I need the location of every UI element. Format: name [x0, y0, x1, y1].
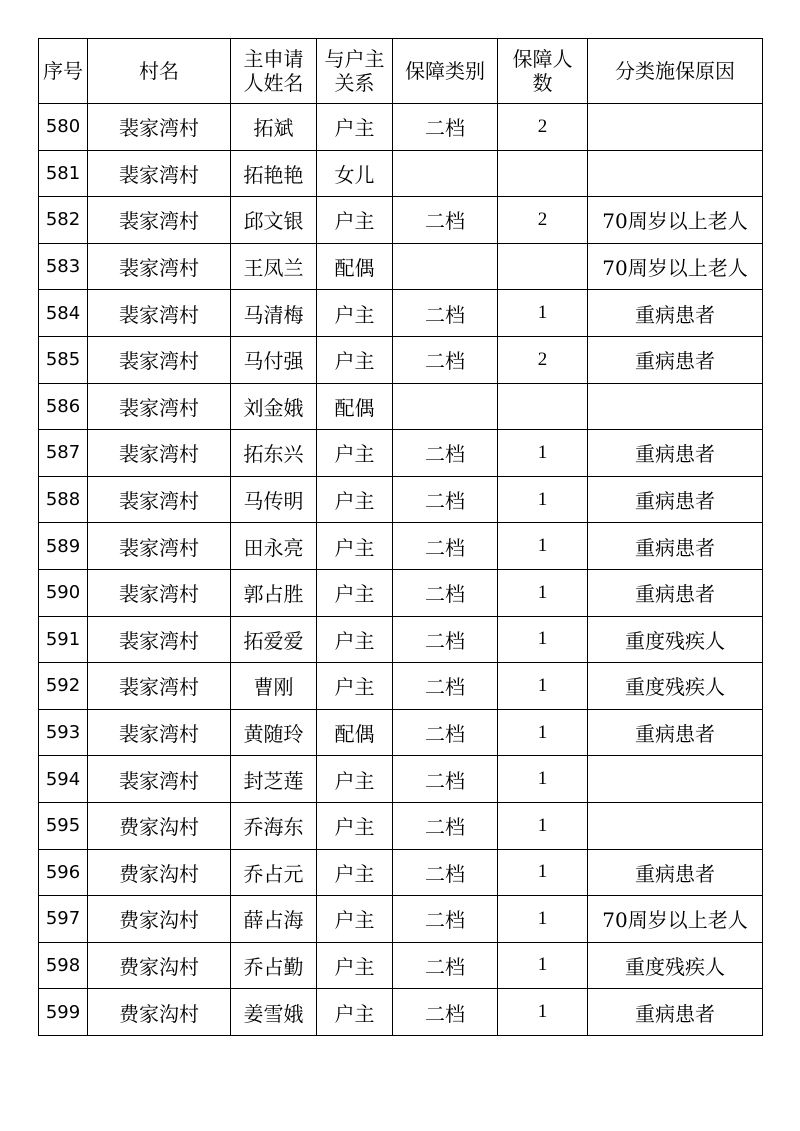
cell-reason	[588, 104, 763, 151]
header-count-line2: 数	[532, 71, 553, 95]
cell-category: 二档	[393, 756, 498, 803]
cell-relation: 户主	[317, 336, 393, 383]
cell-seq: 591	[39, 616, 88, 663]
cell-seq: 584	[39, 290, 88, 337]
cell-relation: 户主	[317, 896, 393, 943]
cell-relation: 户主	[317, 430, 393, 477]
header-applicant	[231, 39, 317, 104]
cell-relation: 配偶	[317, 243, 393, 290]
cell-reason: 70周岁以上老人	[588, 197, 763, 244]
cell-village: 裴家湾村	[88, 756, 231, 803]
header-count	[498, 39, 588, 104]
cell-seq: 588	[39, 476, 88, 523]
cell-reason	[588, 150, 763, 197]
cell-relation: 户主	[317, 104, 393, 151]
cell-count: 1	[498, 430, 588, 477]
cell-category: 二档	[393, 663, 498, 710]
cell-reason: 70周岁以上老人	[588, 896, 763, 943]
cell-count	[498, 243, 588, 290]
cell-category: 二档	[393, 197, 498, 244]
cell-relation: 配偶	[317, 383, 393, 430]
cell-village: 裴家湾村	[88, 663, 231, 710]
table-row	[39, 849, 763, 896]
cell-applicant-name: 拓爱爱	[231, 616, 317, 663]
cell-count: 2	[498, 336, 588, 383]
cell-village: 裴家湾村	[88, 569, 231, 616]
table-row	[39, 942, 763, 989]
header-count-line1: 保障人	[512, 47, 573, 71]
cell-seq: 582	[39, 197, 88, 244]
header-relation-line1: 与户主	[324, 47, 385, 71]
cell-applicant-name: 郭占胜	[231, 569, 317, 616]
cell-reason: 重度残疾人	[588, 663, 763, 710]
cell-category: 二档	[393, 430, 498, 477]
cell-seq: 587	[39, 430, 88, 477]
cell-applicant-name: 姜雪娥	[231, 989, 317, 1036]
cell-reason: 重病患者	[588, 523, 763, 570]
cell-village: 裴家湾村	[88, 243, 231, 290]
cell-reason: 重病患者	[588, 290, 763, 337]
cell-seq: 599	[39, 989, 88, 1036]
cell-category: 二档	[393, 709, 498, 756]
cell-category: 二档	[393, 523, 498, 570]
header-village: 村名	[88, 39, 231, 104]
cell-applicant-name: 马清梅	[231, 290, 317, 337]
cell-relation: 女儿	[317, 150, 393, 197]
cell-count: 1	[498, 849, 588, 896]
cell-village: 费家沟村	[88, 896, 231, 943]
assistance-table	[38, 38, 763, 1036]
cell-category: 二档	[393, 942, 498, 989]
cell-reason: 重度残疾人	[588, 942, 763, 989]
cell-applicant-name: 拓艳艳	[231, 150, 317, 197]
cell-reason: 70周岁以上老人	[588, 243, 763, 290]
table-row	[39, 476, 763, 523]
cell-seq: 589	[39, 523, 88, 570]
header-reason: 分类施保原因	[588, 39, 763, 104]
cell-seq: 585	[39, 336, 88, 383]
header-category: 保障类别	[393, 39, 498, 104]
cell-village: 费家沟村	[88, 942, 231, 989]
header-relation	[317, 39, 393, 104]
cell-village: 裴家湾村	[88, 104, 231, 151]
cell-count	[498, 383, 588, 430]
cell-village: 裴家湾村	[88, 476, 231, 523]
cell-village: 裴家湾村	[88, 523, 231, 570]
table-row	[39, 243, 763, 290]
cell-count: 1	[498, 523, 588, 570]
table-row	[39, 709, 763, 756]
cell-count: 2	[498, 197, 588, 244]
cell-count: 1	[498, 756, 588, 803]
cell-applicant-name: 刘金娥	[231, 383, 317, 430]
header-relation-line2: 关系	[334, 71, 375, 95]
table-row	[39, 569, 763, 616]
cell-reason	[588, 802, 763, 849]
cell-reason: 重病患者	[588, 849, 763, 896]
cell-applicant-name: 邱文银	[231, 197, 317, 244]
table-row	[39, 616, 763, 663]
header-applicant-line2: 人姓名	[243, 71, 304, 95]
table-row	[39, 430, 763, 477]
cell-applicant-name: 马付强	[231, 336, 317, 383]
cell-category: 二档	[393, 616, 498, 663]
table-row	[39, 896, 763, 943]
cell-reason: 重病患者	[588, 430, 763, 477]
header-applicant-line1: 主申请	[243, 47, 304, 71]
cell-applicant-name: 乔占勤	[231, 942, 317, 989]
cell-seq: 594	[39, 756, 88, 803]
cell-seq: 586	[39, 383, 88, 430]
cell-count: 1	[498, 569, 588, 616]
cell-village: 裴家湾村	[88, 430, 231, 477]
cell-category: 二档	[393, 104, 498, 151]
header-seq: 序号	[39, 39, 88, 104]
cell-category	[393, 243, 498, 290]
table-row	[39, 989, 763, 1036]
cell-applicant-name: 王凤兰	[231, 243, 317, 290]
cell-seq: 596	[39, 849, 88, 896]
cell-seq: 592	[39, 663, 88, 710]
cell-village: 费家沟村	[88, 989, 231, 1036]
table-row	[39, 104, 763, 151]
cell-category: 二档	[393, 802, 498, 849]
cell-category: 二档	[393, 476, 498, 523]
cell-relation: 户主	[317, 569, 393, 616]
cell-applicant-name: 拓东兴	[231, 430, 317, 477]
cell-reason: 重病患者	[588, 476, 763, 523]
cell-applicant-name: 曹刚	[231, 663, 317, 710]
table-row	[39, 383, 763, 430]
cell-village: 裴家湾村	[88, 616, 231, 663]
table-row	[39, 336, 763, 383]
cell-relation: 户主	[317, 802, 393, 849]
cell-count: 1	[498, 476, 588, 523]
cell-seq: 598	[39, 942, 88, 989]
cell-category: 二档	[393, 569, 498, 616]
table-row	[39, 523, 763, 570]
cell-relation: 户主	[317, 616, 393, 663]
cell-relation: 户主	[317, 756, 393, 803]
cell-village: 裴家湾村	[88, 150, 231, 197]
cell-category	[393, 150, 498, 197]
cell-relation: 户主	[317, 663, 393, 710]
cell-village: 费家沟村	[88, 802, 231, 849]
cell-category	[393, 383, 498, 430]
cell-applicant-name: 封芝莲	[231, 756, 317, 803]
table-row	[39, 802, 763, 849]
cell-relation: 户主	[317, 290, 393, 337]
cell-relation: 户主	[317, 197, 393, 244]
cell-reason	[588, 756, 763, 803]
cell-count: 1	[498, 802, 588, 849]
cell-count: 1	[498, 942, 588, 989]
cell-village: 费家沟村	[88, 849, 231, 896]
cell-seq: 583	[39, 243, 88, 290]
cell-seq: 595	[39, 802, 88, 849]
cell-count: 1	[498, 896, 588, 943]
cell-seq: 597	[39, 896, 88, 943]
table-row	[39, 197, 763, 244]
table-row	[39, 663, 763, 710]
cell-applicant-name: 田永亮	[231, 523, 317, 570]
cell-seq: 590	[39, 569, 88, 616]
cell-reason: 重度残疾人	[588, 616, 763, 663]
cell-seq: 580	[39, 104, 88, 151]
cell-category: 二档	[393, 336, 498, 383]
cell-applicant-name: 乔占元	[231, 849, 317, 896]
cell-applicant-name: 薛占海	[231, 896, 317, 943]
cell-reason: 重病患者	[588, 989, 763, 1036]
cell-category: 二档	[393, 896, 498, 943]
cell-relation: 户主	[317, 523, 393, 570]
cell-reason: 重病患者	[588, 569, 763, 616]
cell-relation: 配偶	[317, 709, 393, 756]
cell-relation: 户主	[317, 989, 393, 1036]
cell-village: 裴家湾村	[88, 383, 231, 430]
cell-category: 二档	[393, 849, 498, 896]
cell-relation: 户主	[317, 942, 393, 989]
cell-count: 1	[498, 616, 588, 663]
cell-relation: 户主	[317, 849, 393, 896]
cell-reason: 重病患者	[588, 709, 763, 756]
cell-category: 二档	[393, 290, 498, 337]
cell-applicant-name: 黄随玲	[231, 709, 317, 756]
cell-count: 1	[498, 663, 588, 710]
table-row	[39, 290, 763, 337]
cell-count: 2	[498, 104, 588, 151]
cell-village: 裴家湾村	[88, 709, 231, 756]
cell-count: 1	[498, 709, 588, 756]
cell-reason: 重病患者	[588, 336, 763, 383]
cell-category: 二档	[393, 989, 498, 1036]
cell-count: 1	[498, 290, 588, 337]
cell-count	[498, 150, 588, 197]
table-body	[39, 104, 763, 1036]
cell-applicant-name: 拓斌	[231, 104, 317, 151]
cell-count: 1	[498, 989, 588, 1036]
cell-village: 裴家湾村	[88, 336, 231, 383]
cell-relation: 户主	[317, 476, 393, 523]
cell-village: 裴家湾村	[88, 290, 231, 337]
cell-applicant-name: 乔海东	[231, 802, 317, 849]
cell-village: 裴家湾村	[88, 197, 231, 244]
cell-seq: 581	[39, 150, 88, 197]
table-row	[39, 756, 763, 803]
cell-reason	[588, 383, 763, 430]
cell-seq: 593	[39, 709, 88, 756]
header-row	[39, 39, 763, 104]
cell-applicant-name: 马传明	[231, 476, 317, 523]
table-row	[39, 150, 763, 197]
